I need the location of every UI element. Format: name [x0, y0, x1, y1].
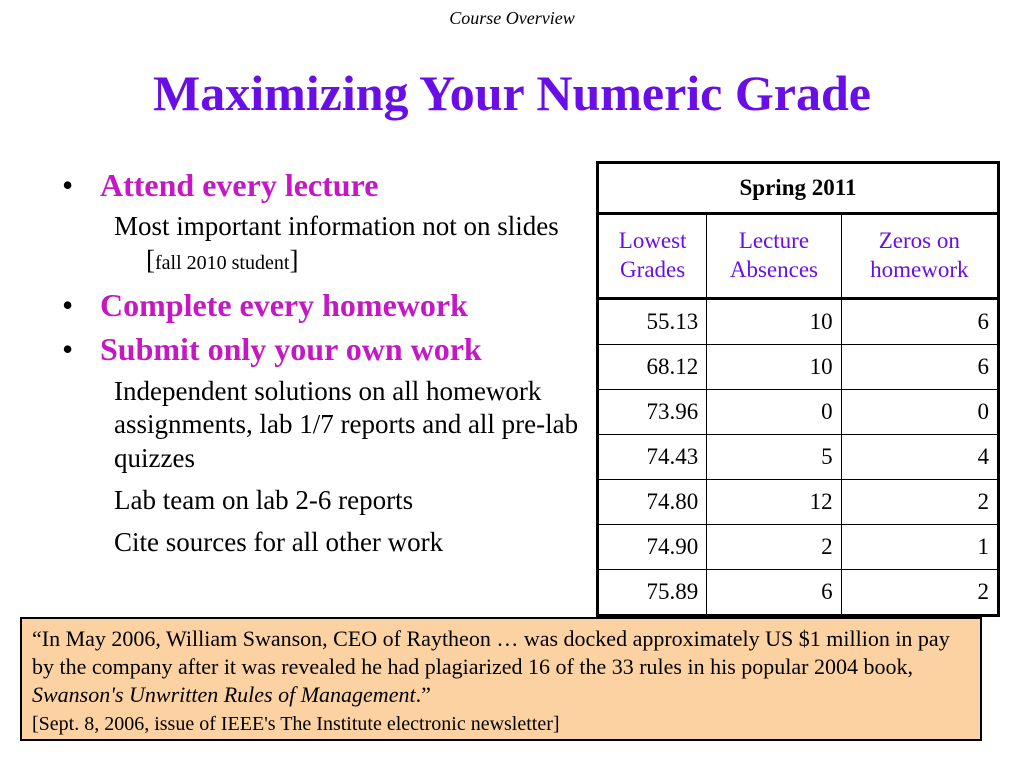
table-row — [598, 345, 999, 390]
bullet-complete-homework — [60, 286, 600, 324]
quote-close: .” — [415, 681, 431, 707]
table-caption: Spring 2011 — [598, 163, 999, 214]
cell-zeros: 0 — [841, 390, 998, 435]
cell-zeros: 2 — [841, 570, 998, 616]
cell-absences: 12 — [707, 480, 841, 525]
bullet-submit-own-work — [60, 330, 600, 368]
sub-bullet-lecture-info — [114, 210, 600, 278]
cell-absences: 2 — [707, 525, 841, 570]
header-line: Lecture — [738, 228, 810, 254]
quote-text: “In May 2006, William Swanson, CEO of Raytheon … was docked approximately US $1 million in pay by the company after it was revealed he had plagiarized 16 of the 33 rules in his popular 2004 book, — [32, 626, 950, 679]
bullet-glyph: • — [62, 331, 74, 368]
cell-absences: 10 — [707, 299, 841, 345]
grades-table — [596, 161, 1000, 617]
quote-book-title: Swanson's Unwritten Rules of Management — [32, 681, 416, 707]
bullet-glyph: • — [62, 286, 74, 323]
header-lowest-grades — [598, 214, 707, 299]
cell-grade: 73.96 — [598, 390, 707, 435]
quote-citation: [Sept. 8, 2006, issue of IEEE's The Institute electronic newsletter] — [32, 712, 560, 735]
header-line: homework — [870, 257, 969, 282]
slide-title: Maximizing Your Numeric Grade — [153, 65, 871, 121]
cell-zeros: 6 — [841, 345, 998, 390]
table-row — [598, 435, 999, 480]
cell-grade: 68.12 — [598, 345, 707, 390]
header-line: Lowest — [618, 228, 687, 254]
cell-grade: 55.13 — [598, 299, 707, 345]
table-row — [598, 299, 999, 345]
cell-zeros: 1 — [841, 525, 998, 570]
bullet-attend-lecture — [60, 166, 600, 204]
sub-bullet-cite-sources: Cite sources for all other work — [114, 526, 444, 557]
sub-bullet-lab-team: Lab team on lab 2-6 reports — [114, 484, 414, 515]
cell-grade: 75.89 — [598, 570, 707, 616]
bullet-text: Attend every lecture — [100, 167, 379, 203]
table-row — [598, 525, 999, 570]
bullet-text: Submit only your own work — [100, 331, 482, 368]
cell-absences: 10 — [707, 345, 841, 390]
header-zeros-homework — [841, 214, 998, 299]
table-row — [598, 480, 999, 525]
plagiarism-quote-box — [20, 617, 982, 741]
table-row — [598, 390, 999, 435]
cell-absences: 5 — [707, 435, 841, 480]
cell-grade: 74.80 — [598, 480, 707, 525]
bullet-list — [60, 166, 600, 567]
sub-bullet-independent: Independent solutions on all homework assignments, lab 1/7 reports and all pre-lab quizzes — [114, 375, 579, 474]
bullet-glyph: • — [62, 167, 74, 203]
cell-grade: 74.43 — [598, 435, 707, 480]
sub-text-source: fall 2010 student — [155, 252, 290, 275]
slide-header: Course Overview — [449, 8, 575, 28]
header-line: Grades — [620, 257, 686, 282]
header-line: Zeros on — [878, 228, 960, 254]
cell-absences: 6 — [707, 570, 841, 616]
cell-absences: 0 — [707, 390, 841, 435]
table-row — [598, 570, 999, 616]
header-lecture-absences — [707, 214, 841, 299]
cell-zeros: 6 — [841, 299, 998, 345]
cell-grade: 74.90 — [598, 525, 707, 570]
sub-text: Most important information not on slides [ — [114, 211, 559, 276]
bullet-text: Complete every homework — [100, 286, 468, 323]
cell-zeros: 4 — [841, 435, 998, 480]
sub-text-close: ] — [289, 245, 299, 276]
cell-zeros: 2 — [841, 480, 998, 525]
header-line: Absences — [729, 257, 819, 282]
